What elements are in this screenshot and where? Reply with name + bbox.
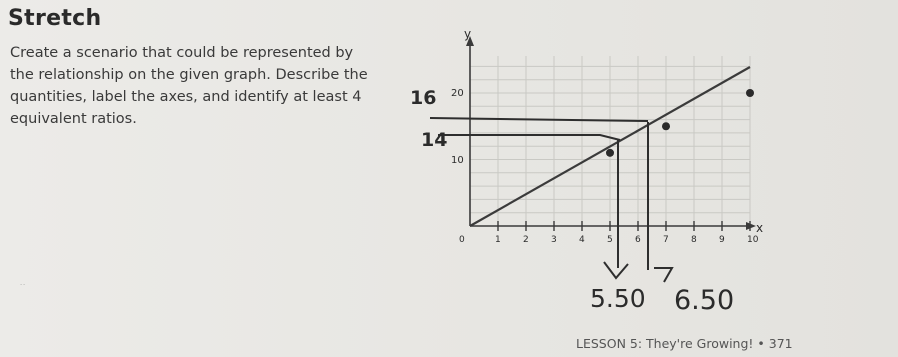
handwritten-y-mark-lower: 14 [421, 129, 448, 151]
x-tick-label: 2 [523, 235, 529, 245]
footer-bullet: • [757, 336, 765, 351]
lesson-title: LESSON 5: They're Growing! [576, 336, 754, 351]
x-tick-label: 1 [495, 235, 501, 245]
x-axis-label: x [756, 221, 764, 235]
graph-grid [470, 56, 750, 226]
handwritten-answer-right: 6.50 [674, 285, 735, 316]
x-tick-label: 6 [635, 235, 641, 245]
x-tick-label: 9 [719, 235, 725, 245]
handwritten-line-lower [438, 135, 620, 140]
prompt-line: the relationship on the given graph. Describe the [10, 67, 368, 83]
page-number: 371 [768, 336, 793, 351]
x-axis-arrow [746, 222, 756, 230]
x-tick-label: 0 [459, 235, 465, 245]
plotted-point [662, 122, 670, 130]
y-axis-label: y [464, 27, 472, 41]
page-mark: ˙˙ [20, 283, 26, 293]
x-tick-label: 4 [579, 235, 585, 245]
x-tick-label: 10 [747, 235, 759, 245]
stretch-heading: Stretch [8, 6, 102, 31]
x-tick-label: 8 [691, 235, 697, 245]
handwritten-arrowhead-right [654, 268, 672, 282]
prompt-line: Create a scenario that could be represented by [10, 45, 354, 61]
prompt-line: quantities, label the axes, and identify at least 4 [10, 89, 362, 105]
x-tick-label: 3 [551, 235, 557, 245]
prompt-line: equivalent ratios. [10, 111, 137, 127]
plotted-point [606, 149, 614, 157]
handwritten-arrowhead-left [604, 262, 628, 278]
plotted-point [746, 89, 754, 97]
handwritten-answer-left: 5.50 [590, 284, 646, 313]
x-tick-label: 7 [663, 235, 669, 245]
x-tick-labels [459, 221, 759, 245]
y-tick-label-10: 10 [451, 155, 464, 166]
page-footer [576, 336, 793, 351]
handwritten-y-mark-upper: 16 [410, 87, 437, 109]
y-tick-label-20: 20 [451, 88, 464, 99]
x-tick-label: 5 [607, 235, 613, 245]
